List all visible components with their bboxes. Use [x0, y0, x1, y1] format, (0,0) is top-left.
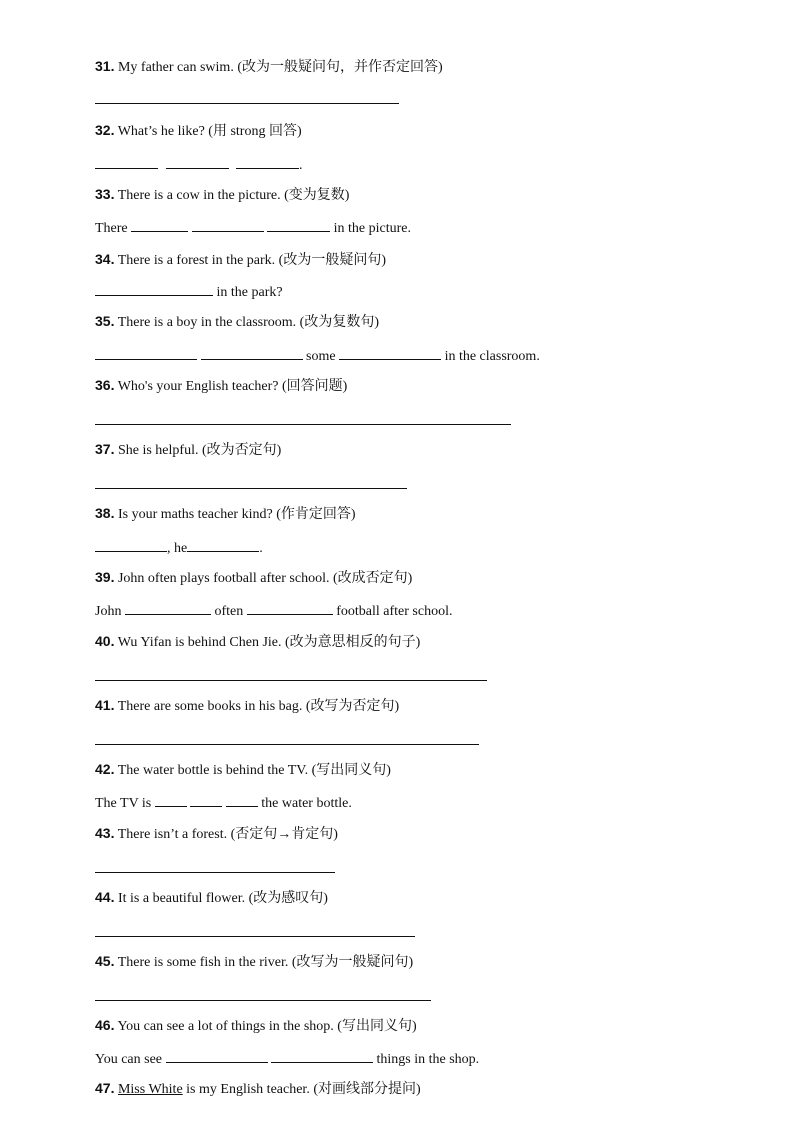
question-number: 47. — [95, 1080, 115, 1096]
question-text: is my English teacher. (对画线部分提问) — [182, 1082, 421, 1097]
question-number: 38. — [95, 505, 115, 521]
question-number: 32. — [95, 122, 115, 138]
question-number: 33. — [95, 186, 115, 202]
answer-blank[interactable] — [166, 155, 229, 169]
answer-blank[interactable] — [95, 538, 167, 552]
answer-blank[interactable] — [267, 218, 330, 232]
answer-blank[interactable] — [190, 793, 222, 807]
answer-text: in the park? — [216, 285, 283, 300]
answer-line-36[interactable] — [95, 424, 511, 425]
answer-line-45[interactable] — [95, 1000, 431, 1001]
question-text: There is a forest in the park. (改为一般疑问句) — [117, 253, 386, 268]
question-text: There is a cow in the picture. (变为复数) — [117, 188, 350, 203]
answer-blank[interactable] — [339, 346, 441, 360]
question-number: 40. — [95, 633, 115, 649]
answer-row-32 — [95, 155, 303, 175]
question-41 — [95, 696, 399, 716]
answer-line-37[interactable] — [95, 488, 407, 489]
question-47 — [95, 1079, 421, 1099]
question-text: There are some books in his bag. (改写为否定句) — [117, 699, 400, 714]
question-34 — [95, 250, 386, 270]
question-number: 44. — [95, 889, 115, 905]
underlined-text: Miss White — [117, 1082, 183, 1097]
question-number: 39. — [95, 569, 115, 585]
answer-blank[interactable] — [201, 346, 303, 360]
question-43 — [95, 824, 338, 844]
answer-text: the water bottle. — [261, 796, 352, 811]
question-text: There isn’t a forest. (否定句→肯定句) — [117, 827, 338, 842]
answer-row-42 — [95, 793, 352, 813]
question-37 — [95, 440, 281, 460]
answer-text: some — [306, 349, 336, 364]
question-number: 35. — [95, 313, 115, 329]
question-number: 41. — [95, 697, 115, 713]
question-text: Is your maths teacher kind? (作肯定回答) — [117, 507, 356, 522]
question-number: 37. — [95, 441, 115, 457]
question-44 — [95, 888, 328, 908]
answer-line-44[interactable] — [95, 936, 415, 937]
question-text: John often plays football after school. (改成否定句) — [117, 571, 413, 586]
question-number: 34. — [95, 251, 115, 267]
answer-blank[interactable] — [95, 346, 197, 360]
answer-blank[interactable] — [192, 218, 264, 232]
answer-row-35 — [95, 346, 540, 366]
answer-blank[interactable] — [226, 793, 258, 807]
answer-text: . — [259, 541, 263, 556]
answer-blank[interactable] — [131, 218, 188, 232]
answer-blank[interactable] — [166, 1049, 268, 1063]
question-38 — [95, 504, 356, 524]
question-text: What’s he like? (用 strong 回答) — [117, 124, 302, 139]
question-33 — [95, 185, 349, 205]
answer-text: football after school. — [336, 604, 453, 619]
question-text: Wu Yifan is behind Chen Jie. (改为意思相反的句子) — [117, 635, 421, 650]
answer-blank[interactable] — [236, 155, 299, 169]
answer-line-40[interactable] — [95, 680, 487, 681]
answer-line-43[interactable] — [95, 872, 335, 873]
question-text: There is some fish in the river. (改写为一般疑问句) — [117, 955, 414, 970]
answer-blank[interactable] — [155, 793, 187, 807]
answer-text: . — [299, 158, 303, 173]
answer-blank[interactable] — [187, 538, 259, 552]
answer-line-31[interactable] — [95, 103, 399, 104]
answer-blank[interactable] — [95, 282, 213, 296]
question-31 — [95, 57, 443, 77]
question-42 — [95, 760, 391, 780]
answer-blank[interactable] — [95, 155, 158, 169]
question-text: There is a boy in the classroom. (改为复数句) — [117, 315, 379, 330]
question-32 — [95, 121, 302, 141]
answer-text: There — [95, 221, 128, 236]
question-text: My father can swim. (改为一般疑问句，并作否定回答) — [117, 60, 443, 75]
answer-text: The TV is — [95, 796, 152, 811]
question-text: It is a beautiful flower. (改为感叹句) — [117, 891, 328, 906]
answer-blank[interactable] — [247, 601, 333, 615]
answer-text: You can see — [95, 1052, 163, 1067]
answer-row-38 — [95, 538, 263, 558]
question-36 — [95, 376, 347, 396]
question-number: 42. — [95, 761, 115, 777]
answer-row-33 — [95, 218, 411, 238]
question-text: You can see a lot of things in the shop. (写出同义句) — [117, 1019, 417, 1034]
question-text: The water bottle is behind the TV. (写出同义句) — [117, 763, 391, 778]
answer-text: in the picture. — [333, 221, 412, 236]
question-text: She is helpful. (改为否定句) — [117, 443, 282, 458]
question-45 — [95, 952, 413, 972]
answer-text: , he — [167, 541, 188, 556]
answer-line-41[interactable] — [95, 744, 479, 745]
answer-text: in the classroom. — [444, 349, 540, 364]
question-number: 31. — [95, 58, 115, 74]
question-39 — [95, 568, 412, 588]
answer-row-34 — [95, 282, 283, 302]
question-number: 45. — [95, 953, 115, 969]
answer-text: things in the shop. — [376, 1052, 480, 1067]
answer-text: often — [214, 604, 244, 619]
question-text: Who's your English teacher? (回答问题) — [117, 379, 348, 394]
question-35 — [95, 312, 379, 332]
answer-row-39 — [95, 601, 452, 621]
answer-row-46 — [95, 1049, 479, 1069]
question-number: 36. — [95, 377, 115, 393]
question-number: 43. — [95, 825, 115, 841]
answer-blank[interactable] — [271, 1049, 373, 1063]
answer-text: John — [95, 604, 122, 619]
question-46 — [95, 1016, 417, 1036]
question-40 — [95, 632, 420, 652]
answer-blank[interactable] — [125, 601, 211, 615]
question-number: 46. — [95, 1017, 115, 1033]
